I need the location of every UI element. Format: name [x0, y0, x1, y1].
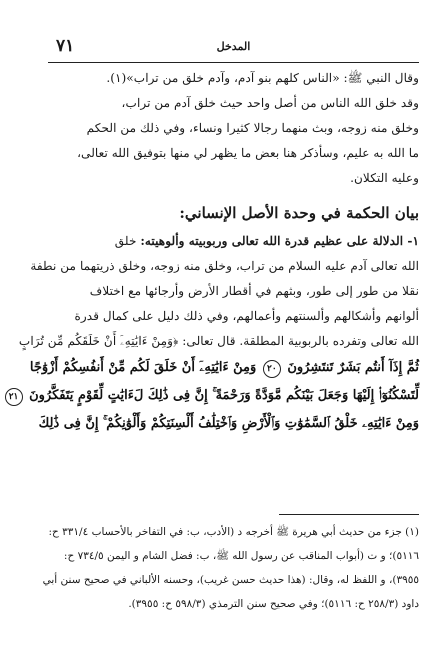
verse-text: وَمِنْ ءَايَٰتِهِۦٓ أَنْ خَلَقَ لَكُم مِّنْ أَنفُسِكُمْ أَزْوَٰجًا	[29, 360, 257, 375]
paragraph-line: ألوانهم وأشكالهم وألسنتهم وأعمالهم، وفي ذلك دليل على كمال قدرة	[74, 309, 419, 323]
paragraph-line: وخلق منه زوجه، وبث منهما رجالا كثيرا ونساء، وفي ذلك من الحكم	[86, 121, 419, 135]
footnote-line: ٥١١٦)؛ و ت (أبواب المناقب عن رسول الله ﷺ، ب: فضل الشام و اليمن ٧٣٤/٥ ح:	[63, 550, 419, 562]
paragraph-line: وقال النبي ﷺ: «الناس كلهم بنو آدم، وآدم خلق من تراب»(١).	[106, 71, 419, 85]
running-title: المدخل	[216, 40, 251, 53]
section-heading: بيان الحكمة في وحدة الأصل الإنساني:	[179, 204, 419, 222]
paragraph-line: وقد خلق الله الناس من أصل واحد حيث خلق آدم من تراب،	[121, 96, 419, 110]
footnote-line: داود (٢٥٨/٣ ح: ٥١١٦)؛ وفي صحيح سنن الترمذي (٥٩٨/٣ ح: ٣٩٥٥).	[128, 598, 419, 610]
footnote-line: (١) جزء من حديث أبي هريرة ﷺ أخرجه د (الأدب، ب: في التفاخر بالأحساب ٣٣١/٤ ح:	[48, 526, 419, 538]
ayah-number-marker: ٢١	[5, 388, 23, 406]
footnote-rule	[279, 514, 419, 515]
quran-verse-line: وَمِنْ ءَايَٰتِهِۦ خَلْقُ ٱلسَّمَٰوَٰتِ وَٱلْأَرْضِ وَٱخْتِلَٰفُ أَلْسِنَتِكُمْ وَأَلْوَٰنِكُمْ ۚ إِنَّ فِى ذَٰلِكَ	[38, 416, 419, 431]
point-title-line	[48, 229, 419, 254]
quran-verse-line	[29, 354, 419, 382]
paragraph-line: الله تعالى وتفرده بالربوبية المطلقة. قال تعالى: ﴿وَمِنْ ءَايَٰتِهِۦٓ أَنْ خَلَقَكُم مِّن تُرَابٍ	[18, 334, 419, 348]
verse-text: ثُمَّ إِذَآ أَنتُم بَشَرٌ تَنتَشِرُونَ	[287, 360, 419, 375]
page-number: ٧١	[56, 36, 75, 56]
header-rule	[48, 62, 419, 63]
footnote-line: ٣٩٥٥)، و اللفظ له، وقال: (هذا حديث حسن غريب)، وحسنه الألباني في صحيح سنن أبي	[42, 574, 419, 586]
paragraph-line: وعليه التكلان.	[350, 171, 419, 185]
paragraph-line: ما الله به عليم، وسأذكر هنا بعض ما يظهر لي منها بتوفيق الله تعالى،	[77, 146, 419, 160]
point-title-tail: خلق	[114, 234, 141, 248]
paragraph-line: نقلا من طور إلى طور، وبثهم في أقطار الأرض وأرجائها مع اختلاف	[89, 284, 419, 298]
footnotes	[42, 520, 419, 616]
ayah-number-marker: ٢٠	[263, 360, 281, 378]
point-title: ١- الدلالة على عظيم قدرة الله تعالى وربوبيته وألوهيته:	[140, 234, 419, 248]
quran-verse-line	[8, 382, 419, 410]
verse-text: لِّتَسْكُنُوٓا۟ إِلَيْهَا وَجَعَلَ بَيْنَكُم مَّوَدَّةً وَرَحْمَةً ۚ إِنَّ فِى ذَٰلِكَ لَءَايَٰتٍ لِّقَوْمٍ يَتَفَكَّرُونَ	[29, 388, 419, 403]
main-text	[8, 66, 419, 438]
paragraph-line: الله تعالى آدم عليه السلام من تراب، وخلق منه زوجه، وخلق ذريتهما من نطفة	[30, 259, 419, 273]
page-header	[48, 36, 419, 58]
